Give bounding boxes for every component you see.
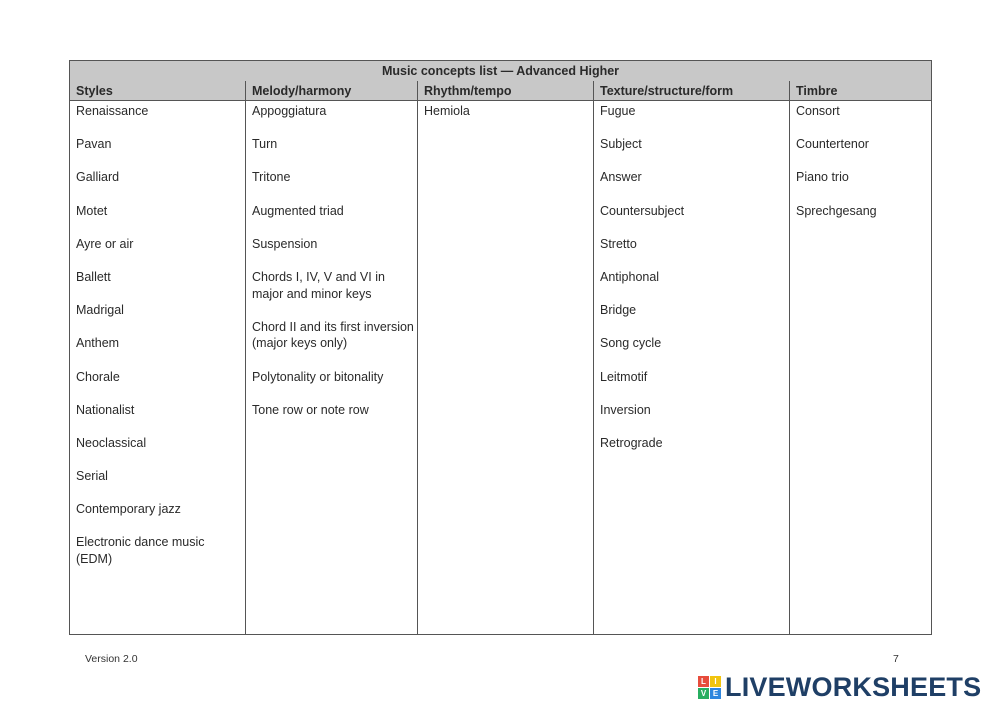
concept-item: Subject	[600, 137, 642, 152]
concept-item: Retrograde	[600, 435, 663, 450]
column-header-texture-structure-form: Texture/structure/form	[594, 81, 789, 101]
column-list-melody-harmony	[246, 101, 417, 418]
concept-item: Chord II and its first inversion (major keys only)	[252, 319, 414, 351]
concept-item: Turn	[252, 137, 278, 152]
concept-item: Antiphonal	[600, 269, 660, 284]
column-list-texture-structure-form	[594, 101, 789, 451]
concept-item: Polytonality or bitonality	[252, 369, 384, 384]
concept-item: Augmented triad	[252, 203, 344, 218]
music-concepts-table	[69, 60, 932, 635]
concept-item: Chorale	[76, 369, 120, 384]
concept-item: Ballett	[76, 269, 111, 284]
concept-item: Electronic dance music (EDM)	[76, 535, 205, 567]
column-header-rhythm-tempo: Rhythm/tempo	[418, 81, 593, 101]
concept-item: Countertenor	[796, 137, 869, 152]
concept-item: Chords I, IV, V and VI in major and minor keys	[252, 269, 385, 301]
column-rhythm-tempo	[418, 81, 594, 634]
logo-tile: V	[698, 688, 709, 699]
column-header-melody-harmony: Melody/harmony	[246, 81, 417, 101]
logo-text: LIVEWORKSHEETS	[725, 672, 982, 702]
concept-item: Suspension	[252, 236, 318, 251]
concept-item: Stretto	[600, 236, 637, 251]
concept-item: Inversion	[600, 402, 651, 417]
concept-item: Galliard	[76, 170, 120, 185]
concept-item: Nationalist	[76, 402, 135, 417]
column-list-timbre	[790, 101, 931, 219]
concept-item: Neoclassical	[76, 435, 147, 450]
concept-item: Anthem	[76, 336, 120, 351]
concept-item: Answer	[600, 170, 642, 185]
concept-item: Fugue	[600, 104, 636, 118]
column-list-styles	[70, 101, 245, 568]
column-melody-harmony	[246, 81, 418, 634]
concept-item: Contemporary jazz	[76, 502, 181, 517]
concept-item: Madrigal	[76, 303, 124, 318]
logo-tile: L	[698, 676, 709, 687]
column-texture-structure-form	[594, 81, 790, 634]
concept-item: Song cycle	[600, 336, 662, 351]
logo-tile: I	[710, 676, 721, 687]
concept-item: Serial	[76, 469, 108, 484]
column-timbre	[790, 81, 931, 634]
column-header-styles: Styles	[70, 81, 245, 101]
concept-item: Consort	[796, 104, 840, 118]
concept-item: Sprechgesang	[796, 203, 877, 218]
concept-item: Renaissance	[76, 104, 149, 118]
concept-item: Ayre or air	[76, 236, 134, 251]
column-styles	[70, 81, 246, 634]
table-title: Music concepts list — Advanced Higher	[70, 61, 931, 82]
footer-page-number: 7	[893, 653, 899, 665]
column-header-timbre: Timbre	[790, 81, 931, 101]
logo-tiles-icon	[698, 676, 721, 699]
concept-item: Appoggiatura	[252, 104, 327, 118]
concept-item: Hemiola	[424, 104, 470, 118]
concept-item: Tone row or note row	[252, 402, 369, 417]
concept-item: Countersubject	[600, 203, 685, 218]
concept-item: Bridge	[600, 303, 637, 318]
concept-item: Tritone	[252, 170, 291, 185]
concept-item: Piano trio	[796, 170, 849, 185]
footer-version: Version 2.0	[85, 653, 138, 665]
concept-item: Motet	[76, 203, 108, 218]
concept-item: Pavan	[76, 137, 112, 152]
column-list-rhythm-tempo	[418, 101, 593, 120]
concept-item: Leitmotif	[600, 369, 648, 384]
liveworksheets-logo[interactable]	[698, 672, 981, 703]
logo-tile: E	[710, 688, 721, 699]
